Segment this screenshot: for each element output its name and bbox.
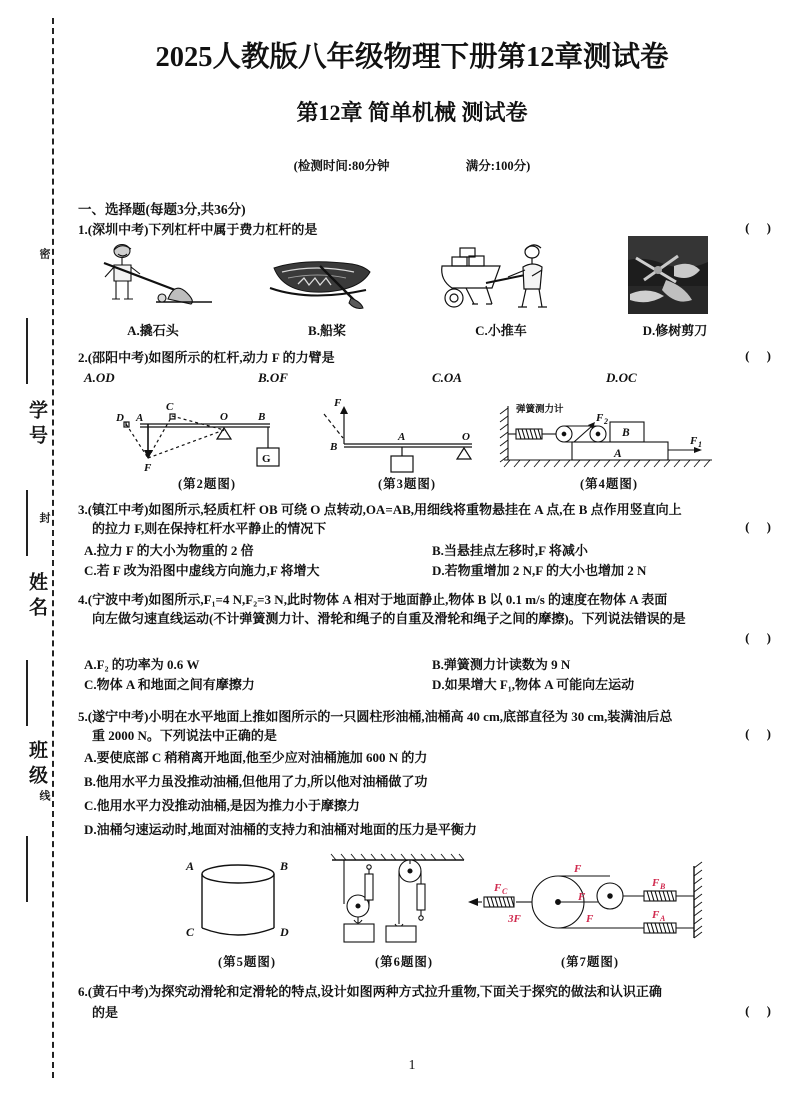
seal-rule-1 — [26, 318, 28, 384]
question-4-source: (宁波中考) — [87, 592, 149, 607]
svg-text:A: A — [614, 448, 622, 460]
seal-field-student-id: 学号 — [26, 400, 47, 450]
option-a-image-man-with-lever — [78, 236, 228, 316]
option-d-image-pruning-shears — [600, 236, 750, 316]
question-6-number: 6. — [78, 984, 88, 999]
question-3-option-a[interactable]: A.拉力 F 的大小为物重的 2 倍 — [84, 543, 254, 558]
svg-text:A: A — [660, 914, 666, 923]
figure-question-3 — [312, 392, 502, 474]
question-5-option-b[interactable]: B.他用水平力虽没推动油桶,但他用了力,所以他对油桶做了功 — [84, 774, 428, 789]
question-3-number: 3. — [78, 502, 88, 517]
figure-question-7 — [462, 858, 718, 952]
svg-text:B: B — [280, 859, 289, 873]
question-6-answer-blank[interactable]: ( ) — [745, 1003, 778, 1018]
question-4-number: 4. — [78, 592, 88, 607]
question-6-stem — [78, 982, 794, 1001]
page-number: 1 — [408, 1058, 416, 1073]
wheelbarrow-icon — [426, 236, 576, 316]
figure-question-6 — [324, 848, 484, 948]
question-4-option-c[interactable]: C.物体 A 和地面之间有摩擦力 — [84, 677, 255, 692]
question-3-source: (镇江中考) — [87, 502, 149, 517]
question-3-options-row1 — [84, 540, 798, 559]
question-1-source: (深圳中考) — [87, 222, 149, 237]
question-4-option-d[interactable]: D.如果增大 F₁,物体 A 可能向左运动 — [432, 677, 635, 692]
seal-line-margin — [0, 0, 62, 1097]
exam-meta — [62, 156, 762, 174]
svg-text:B: B — [330, 441, 338, 453]
question-1-text: 下列杠杆中属于费力杠杆的是 — [148, 222, 318, 237]
question-5-option-a[interactable]: A.要使底部 C 稍稍离开地面,他至少应对油桶施加 600 N 的力 — [84, 750, 428, 765]
pruning-shears-photo-icon — [600, 236, 750, 316]
seal-rule-2 — [26, 490, 28, 556]
svg-text:1: 1 — [698, 440, 702, 449]
svg-text:A: A — [136, 412, 144, 424]
question-3-options-row2 — [84, 560, 798, 579]
rowboat-oar-icon — [252, 236, 402, 316]
question-4-option-a[interactable]: A.F₂ 的功率为 0.6 W — [84, 657, 200, 672]
question-4-answer-blank[interactable]: ( ) — [745, 630, 778, 645]
option-c-label: C.小推车 — [475, 323, 527, 338]
question-2-text: 如图所示的杠杆,动力 F 的力臂是 — [148, 350, 335, 365]
question-2-stem — [78, 348, 335, 367]
option-a-label: A.撬石头 — [127, 323, 179, 338]
question-5-text-line1: 小明在水平地面上推如图所示的一只圆柱形油桶,油桶高 40 cm,底部直径为 30 cm,装满油后总 — [148, 709, 673, 724]
svg-text:F: F — [652, 909, 660, 921]
svg-text:A: A — [398, 431, 406, 443]
option-b-image-rowboat-oar — [252, 236, 402, 316]
option-c-image-wheelbarrow — [426, 236, 576, 316]
question-4-options-row2 — [84, 674, 798, 693]
question-3-text-line1: 如图所示,轻质杠杆 OB 可绕 O 点转动,OA=AB,用细线将重物悬挂在 A 点,在 B 点作用竖直向上 — [148, 502, 682, 517]
question-6-stem-line2: 的是 — [92, 1005, 119, 1020]
question-3-stem-line2: 的拉力 F,则在保持杠杆水平静止的情况下 — [92, 521, 327, 536]
svg-text:F: F — [596, 412, 604, 424]
question-6-text-line1: 为探究动滑轮和定滑轮的特点,设计如图两种方式拉升重物,下面关于探究的做法和认识正确 — [148, 984, 662, 999]
question-5-number: 5. — [78, 709, 88, 724]
svg-text:B: B — [660, 882, 666, 891]
svg-text:F: F — [494, 882, 502, 894]
svg-text:C: C — [502, 887, 508, 896]
svg-text:F: F — [144, 462, 152, 474]
question-2-answer-blank[interactable]: ( ) — [745, 348, 778, 363]
question-2-option-d[interactable]: D.OC — [606, 370, 637, 385]
question-1-answer-blank[interactable]: ( ) — [745, 220, 778, 235]
svg-text:B: B — [258, 411, 266, 423]
svg-text:2: 2 — [604, 417, 608, 426]
question-2-option-a[interactable]: A.OD — [84, 370, 115, 385]
svg-text:F: F — [690, 435, 698, 447]
figure-3-caption: (第3题图) — [377, 477, 437, 491]
page-subtitle: 第12章 简单机械 测试卷 — [296, 100, 528, 125]
svg-text:弹簧测力计: 弹簧测力计 — [516, 404, 564, 415]
figure-question-4 — [494, 390, 724, 474]
seal-field-name: 姓名 — [26, 572, 47, 622]
svg-text:F: F — [652, 877, 660, 889]
question-2-options — [84, 370, 798, 386]
figure-4-caption: (第4题图) — [579, 477, 639, 491]
question-5-stem-line2: 重 2000 N。下列说法中正确的是 — [92, 728, 277, 743]
seal-field-class: 班级 — [26, 740, 47, 790]
question-3-option-d[interactable]: D.若物重增加 2 N,F 的大小也增加 2 N — [432, 563, 647, 578]
svg-text:F: F — [574, 863, 582, 875]
svg-text:F: F — [586, 913, 594, 925]
figure-7-caption: (第7题图) — [560, 955, 620, 969]
svg-text:A: A — [186, 859, 195, 873]
question-1-number: 1. — [78, 222, 88, 237]
question-3-stem — [78, 500, 790, 519]
svg-text:G: G — [262, 453, 271, 465]
svg-text:C: C — [186, 925, 195, 939]
seal-rule-3 — [26, 660, 28, 726]
question-2-option-b[interactable]: B.OF — [258, 370, 288, 385]
question-4-options-row1 — [84, 654, 798, 673]
question-2-number: 2. — [78, 350, 88, 365]
svg-text:F: F — [578, 891, 586, 903]
question-4-stem-line2: 向左做匀速直线运动(不计弹簧测力计、滑轮和绳子的自重及滑轮和绳子之间的摩擦)。下列说法错误的是 — [92, 611, 686, 626]
question-1-picture-options — [70, 236, 786, 336]
svg-text:C: C — [166, 401, 174, 413]
figure-question-5 — [172, 856, 322, 948]
svg-text:O: O — [462, 431, 470, 443]
question-6-source: (黄石中考) — [87, 984, 149, 999]
question-5-stem — [78, 707, 794, 726]
svg-text:D: D — [280, 925, 289, 939]
seal-rule-4 — [26, 836, 28, 902]
seal-char-mi: 密 — [38, 248, 50, 260]
svg-text:D: D — [116, 412, 124, 424]
page-title: 2025人教版八年级物理下册第12章测试卷 — [155, 42, 669, 73]
question-5-option-c[interactable]: C.他用水平力没推动油桶,是因为推力小于摩擦力 — [84, 798, 360, 813]
question-3-answer-blank[interactable]: ( ) — [745, 519, 778, 534]
question-4-stem — [78, 590, 794, 609]
svg-text:3F: 3F — [508, 913, 521, 925]
question-4-option-b[interactable]: B.弹簧测力计读数为 9 N — [432, 657, 571, 672]
seal-dashed-line — [52, 18, 54, 1078]
seal-char-feng: 封 — [38, 512, 50, 524]
section-heading: 一、选择题(每题3分,共36分) — [78, 202, 246, 217]
question-2-source: (邵阳中考) — [87, 350, 149, 365]
svg-text:F: F — [334, 397, 342, 409]
exam-total-score: 满分:100分) — [465, 159, 531, 173]
question-5-answer-blank[interactable]: ( ) — [745, 726, 778, 741]
option-b-label: B.船桨 — [308, 323, 346, 338]
figure-5-caption: (第5题图) — [217, 955, 277, 969]
man-with-lever-icon — [78, 236, 228, 316]
svg-text:B: B — [622, 427, 630, 439]
question-5-option-d[interactable]: D.油桶匀速运动时,地面对油桶的支持力和油桶对地面的压力是平衡力 — [84, 822, 477, 837]
svg-text:O: O — [220, 411, 228, 423]
question-4-text-line1: 如图所示,F₁=4 N,F₂=3 N,此时物体 A 相对于地面静止,物体 B 以 0.1 m/s 的速度在物体 A 表面 — [148, 592, 668, 607]
figure-question-2 — [102, 392, 312, 474]
question-3-option-c[interactable]: C.若 F 改为沿图中虚线方向施力,F 将增大 — [84, 563, 320, 578]
exam-duration: (检测时间:80分钟 — [293, 159, 390, 173]
figure-6-caption: (第6题图) — [374, 955, 434, 969]
figure-2-caption: (第2题图) — [177, 477, 237, 491]
exam-page — [62, 0, 800, 1097]
question-3-option-b[interactable]: B.当悬挂点左移时,F 将减小 — [432, 543, 588, 558]
question-2-option-c[interactable]: C.OA — [432, 370, 462, 385]
seal-char-xian: 线 — [38, 790, 50, 802]
option-d-label: D.修树剪刀 — [642, 323, 708, 338]
question-5-source: (遂宁中考) — [87, 709, 149, 724]
